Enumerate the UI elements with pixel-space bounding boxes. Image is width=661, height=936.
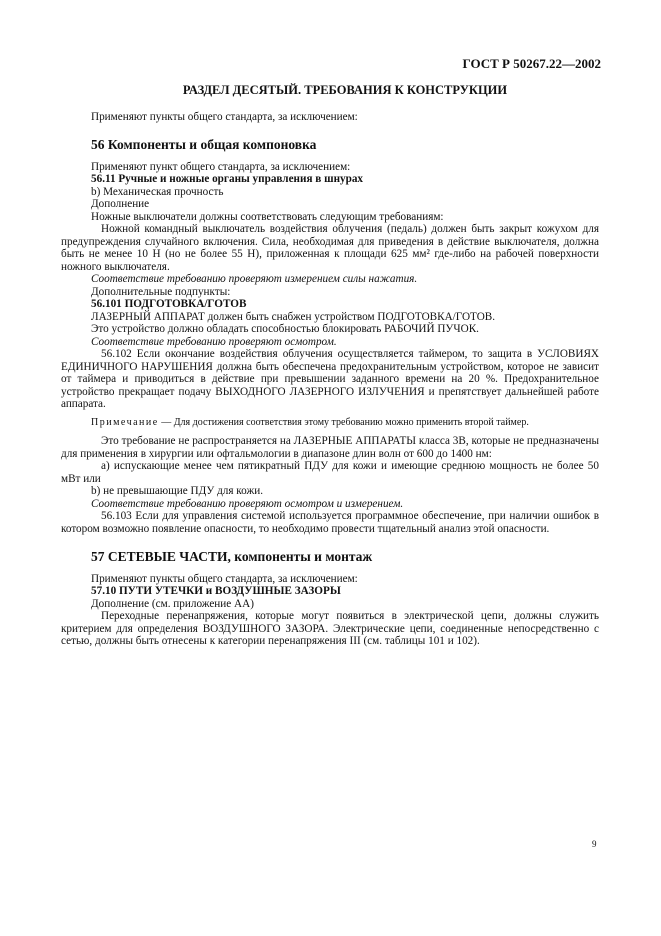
standard-code-header: ГОСТ Р 50267.22—2002 <box>462 56 601 71</box>
note-label: Примечание <box>91 416 159 428</box>
clause-56-intro: Применяют пункт общего стандарта, за исключением: <box>91 160 351 173</box>
note-text: — Для достижения соответствия этому требованию можно применить второй таймер. <box>158 416 529 428</box>
clause-56-102-p1: 56.102 Если окончание воздействия облучения осуществляется таймером, то защита в УСЛОВИЯХ ЕДИНИЧНОГО НАРУШЕНИЯ должна быть обеспечена предохранительным устройством, которое не зависит от таймера и приводиться в действие при превышении заданного времени на 20 %. Предохранительное устройство прекращает подачу ВЫХОДНОГО ЛАЗЕРНОГО ИЗЛУЧЕНИЯ и препятствует дальнейшей работе аппарата. <box>61 348 599 410</box>
clause-56-101-title: 56.101 ПОДГОТОВКА/ГОТОВ <box>91 298 247 310</box>
clause-56-11-addition: Дополнение <box>91 198 150 210</box>
clause-56-11-title: 56.11 Ручные и ножные органы управления в шнурах <box>91 173 364 185</box>
clause-57-intro: Применяют пункты общего стандарта, за исключением: <box>91 572 358 585</box>
clause-56-title: 56 Компоненты и общая компоновка <box>91 137 317 152</box>
clause-57-10-paragraph: Переходные перенапряжения, которые могут появиться в электрической цепи, должны служить критерием для определения ВОЗДУШНОГО ЗАЗОРА. Электрические цепи, соединенные непосредственно с сетью, должны быть отнесены к категории перенапряжения III (см. таблицы 101 и 102). <box>61 610 599 647</box>
clause-56-102-check: Соответствие требованию проверяют осмотром и измерением. <box>91 497 404 510</box>
page-number: 9 <box>592 839 597 849</box>
clause-56-102-p2: Это требование не распространяется на ЛАЗЕРНЫЕ АППАРАТЫ класса 3В, которые не предназначены для применения в хирургии или офтальмологии в диапазоне длин волн от 600 до 1400 нм: <box>61 435 599 460</box>
page-content <box>61 80 599 648</box>
clause-56-102-item-b: b) не превышающие ПДУ для кожи. <box>91 485 263 497</box>
clause-56-102-item-a: a) испускающие менее чем пятикратный ПДУ для кожи и имеющие среднюю мощность не более 50 мВт или <box>61 460 599 485</box>
clause-56-101-p1: ЛАЗЕРНЫЙ АППАРАТ должен быть снабжен устройством ПОДГОТОВКА/ГОТОВ. <box>91 310 496 323</box>
foot-switch-paragraph: Ножной командный выключатель воздействия облучения (педаль) должен быть закрыт кожухом для предупреждения случайного включения. Сила, необходимая для приведения в действие выключателя, должна быть не менее 10 Н (но не более 55 Н), приложенная к площади 625 мм² где-либо на рабочей поверхности ножного выключателя. <box>61 223 599 273</box>
note <box>91 417 599 430</box>
clause-57-10-addition: Дополнение (см. приложение АА) <box>91 597 254 610</box>
foot-switch-requirement: Ножные выключатели должны соответствовать следующим требованиям: <box>91 210 444 223</box>
clause-56-101-p2: Это устройство должно обладать способностью блокировать РАБОЧИЙ ПУЧОК. <box>91 323 479 335</box>
extra-subclauses: Дополнительные подпункты: <box>91 285 231 298</box>
clause-56-101-check: Соответствие требованию проверяют осмотром. <box>91 335 337 348</box>
clause-57-title: 57 СЕТЕВЫЕ ЧАСТИ, компоненты и монтаж <box>91 549 373 564</box>
clause-56-103: 56.103 Если для управления системой используется программное обеспечение, при наличии ошибок в котором возможно появление опасности, то необходимо провести тщательный анализ этой опасности. <box>61 510 599 535</box>
check-force: Соответствие требованию проверяют измерением силы нажатия. <box>91 273 418 285</box>
section-intro: Применяют пункты общего стандарта, за исключением: <box>91 110 358 123</box>
clause-57-10-title: 57.10 ПУТИ УТЕЧКИ и ВОЗДУШНЫЕ ЗАЗОРЫ <box>91 585 341 597</box>
clause-56-11-item-b: b) Механическая прочность <box>91 185 224 198</box>
section-title: РАЗДЕЛ ДЕСЯТЫЙ. ТРЕБОВАНИЯ К КОНСТРУКЦИИ <box>182 83 508 97</box>
